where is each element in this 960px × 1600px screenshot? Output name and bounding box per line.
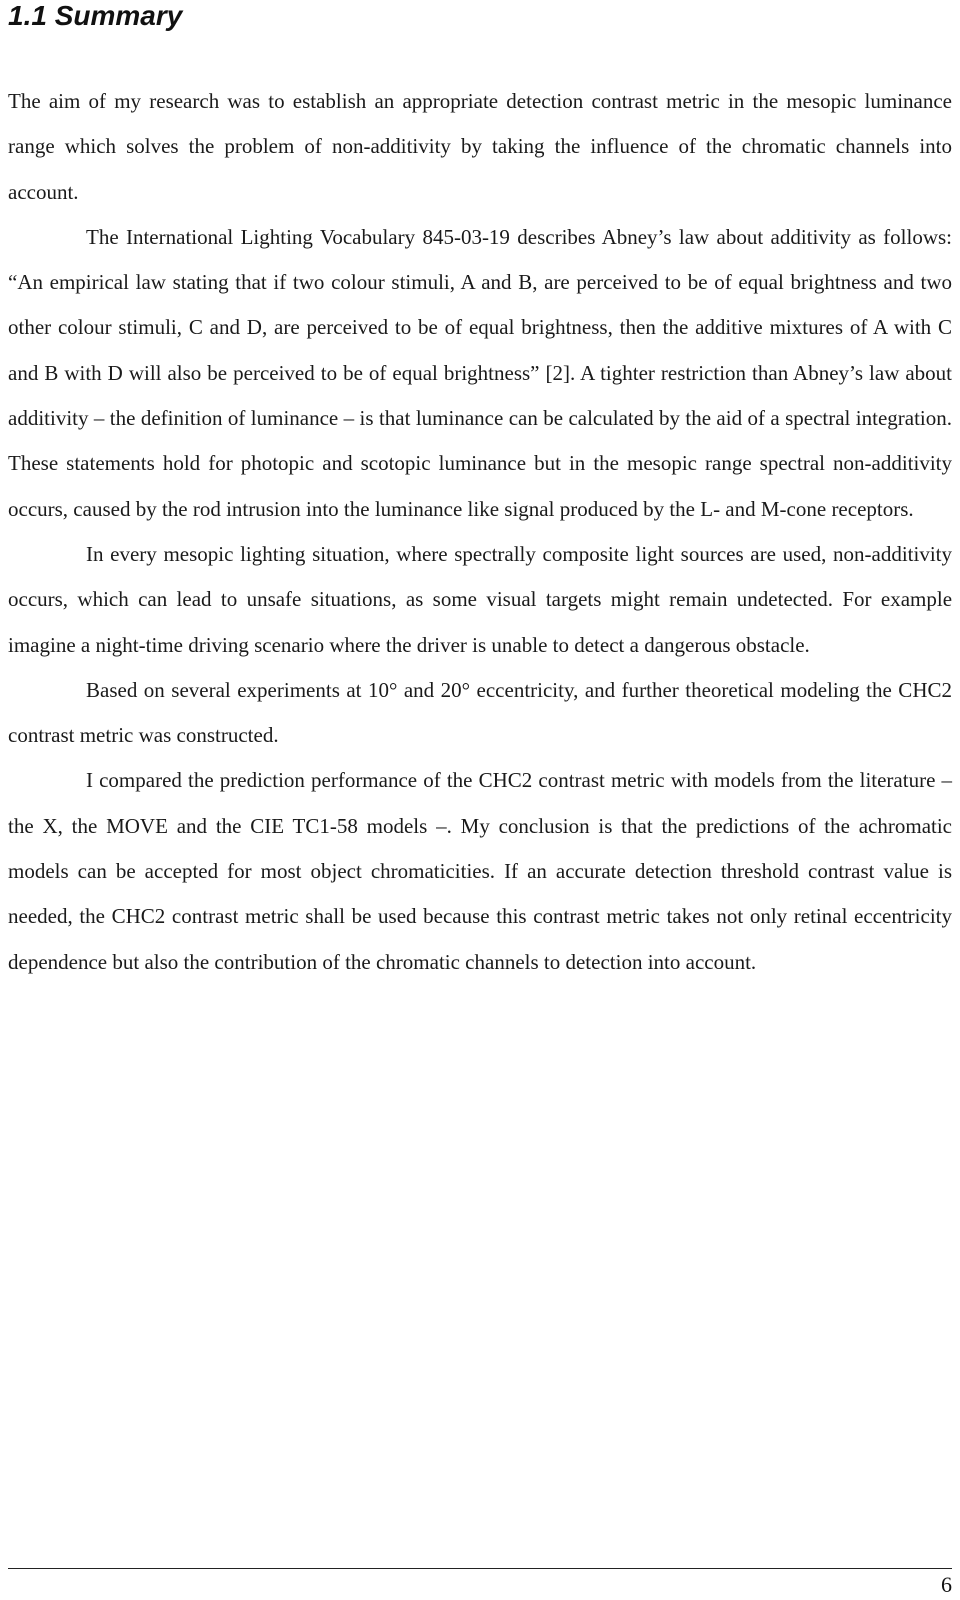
sentence: A tighter restriction than Abney’s law about additivity – the definition of luminance – is that luminance can be calculated by the aid of a spectral integration. xyxy=(8,360,953,431)
sentence: The aim of my research was to establish an appropriate detection contrast metric in the mesopic luminance range which solves the problem of non-additivity by taking the influence of the chromatic channels into account. xyxy=(8,89,952,204)
summary-body xyxy=(8,79,952,985)
section-heading: 1.1 Summary xyxy=(8,0,183,31)
paragraph-experiments xyxy=(8,668,952,759)
sentence: Based on several experiments at 10° and 20° eccentricity, and further theoretical modeling the CHC2 contrast metric was constructed. xyxy=(8,677,952,748)
page-number: 6 xyxy=(941,1572,952,1597)
sentence: My conclusion is that the predictions of the achromatic models can be accepted for most object chromaticities. xyxy=(8,813,953,884)
footer-divider xyxy=(8,1568,952,1569)
paragraph-comparison xyxy=(8,758,952,984)
paragraph-mesopic-situation xyxy=(8,532,952,668)
sentence: The International Lighting Vocabulary 845-03-19 describes Abney’s law about additivity as follows: “An empirical law stating that if two colour stimuli, A and B, are perceived to be of equal brightness and two other colour stimuli, C and D, are perceived to be of equal brightness, then the additive mixtures of A with C and B with D will also be perceived to be of equal brightness” [2]. xyxy=(8,224,952,385)
sentence: In every mesopic lighting situation, where spectrally composite light sources are used, non-additivity occurs, which can lead to unsafe situations, as some visual targets might remain undetected. xyxy=(8,541,952,612)
sentence: I compared the prediction performance of the CHC2 contrast metric with models from the literature – the X, the MOVE and the CIE TC1-58 models –. xyxy=(8,768,952,838)
paragraph-abney-law xyxy=(8,215,952,532)
paragraph-aim xyxy=(8,79,952,215)
sentence: These statements hold for photopic and scotopic luminance but in the mesopic range spectral non-additivity occurs, caused by the rod intrusion into the luminance like signal produced by the L- and M-cone receptors. xyxy=(8,451,952,521)
sentence: If an accurate detection threshold contrast value is needed, the CHC2 contrast metric shall be used because this contrast metric takes not only retinal eccentricity dependence but also the contribution of the chromatic channels to detection into account. xyxy=(8,859,952,974)
sentence: For example imagine a night-time driving scenario where the driver is unable to detect a dangerous obstacle. xyxy=(8,587,953,657)
